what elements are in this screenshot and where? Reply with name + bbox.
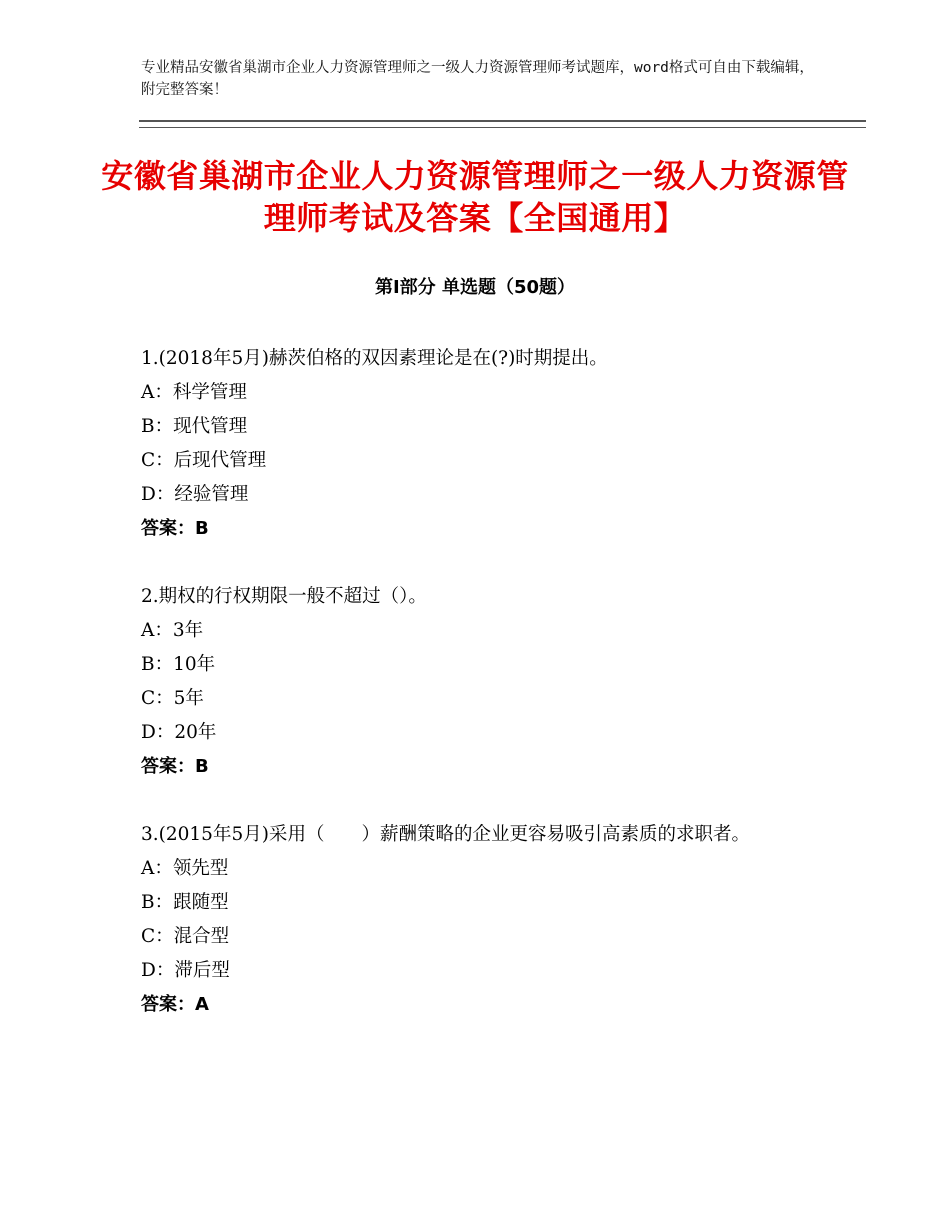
header-note: 专业精品安徽省巢湖市企业人力资源管理师之一级人力资源管理师考试题库，word格式可自由下载编辑，附完整答案！ bbox=[141, 60, 814, 98]
option-c: C：混合型 bbox=[141, 926, 230, 947]
option-d: D：经验管理 bbox=[141, 484, 249, 505]
option-c: C：5年 bbox=[141, 688, 204, 709]
question-2 bbox=[141, 580, 821, 784]
option-a: A：科学管理 bbox=[141, 382, 247, 403]
question-1 bbox=[141, 342, 821, 546]
option-d: D：20年 bbox=[141, 722, 217, 743]
answer-line: 答案：B bbox=[141, 518, 209, 539]
header-divider bbox=[139, 120, 866, 128]
option-d: D：滞后型 bbox=[141, 960, 230, 981]
document-title: 安徽省巢湖市企业人力资源管理师之一级人力资源管理师考试及答案【全国通用】 bbox=[101, 157, 849, 237]
option-a: A：领先型 bbox=[141, 858, 229, 879]
section-heading: 第Ⅰ部分 单选题（50题） bbox=[374, 277, 575, 298]
answer-line: 答案：A bbox=[141, 994, 209, 1015]
option-b: B：跟随型 bbox=[141, 892, 229, 913]
answer-line: 答案：B bbox=[141, 756, 209, 777]
question-stem: 3.(2015年5月)采用（ ）薪酬策略的企业更容易吸引高素质的求职者。 bbox=[141, 824, 750, 845]
question-stem: 2.期权的行权期限一般不超过（）。 bbox=[141, 586, 427, 607]
option-b: B：10年 bbox=[141, 654, 216, 675]
option-c: C：后现代管理 bbox=[141, 450, 267, 471]
option-b: B：现代管理 bbox=[141, 416, 248, 437]
question-3 bbox=[141, 818, 821, 1022]
question-stem: 1.(2018年5月)赫茨伯格的双因素理论是在(?)时期提出。 bbox=[141, 348, 608, 369]
question-list bbox=[141, 342, 821, 1056]
option-a: A：3年 bbox=[141, 620, 204, 641]
